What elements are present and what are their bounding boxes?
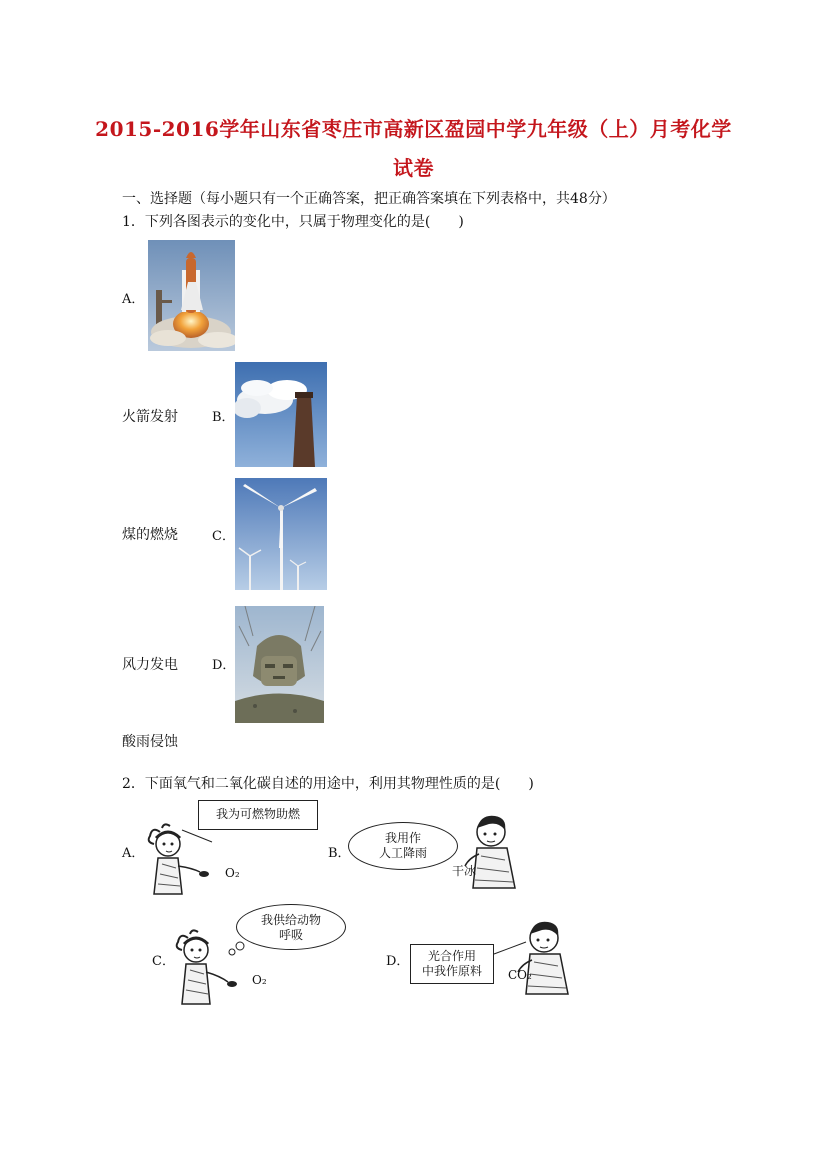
q2-option-d-bubble-line2: 中我作原料 bbox=[421, 964, 482, 978]
q2-option-d-bubble-line1: 光合作用 bbox=[427, 949, 476, 963]
q2-option-c-bubble-line2: 呼吸 bbox=[278, 928, 303, 942]
q1-option-d-letter: D． bbox=[212, 658, 236, 673]
rocket-launch-image bbox=[148, 240, 235, 351]
doc-title-line2: 试卷 bbox=[393, 156, 434, 180]
q1-option-c-letter: C． bbox=[212, 529, 235, 544]
q1-option-c-caption: 风力发电 bbox=[122, 657, 178, 673]
q1-option-b-letter: B． bbox=[212, 410, 235, 425]
q2-option-b-label: 干冰 bbox=[452, 864, 477, 878]
q2-option-c-label: O₂ bbox=[252, 973, 267, 987]
girl-character-icon-2 bbox=[170, 928, 270, 1010]
q2-option-b-bubble-line1: 我用作 bbox=[384, 831, 421, 845]
q2-option-d-letter: D． bbox=[386, 954, 410, 969]
doc-title-line1: 2015-2016学年山东省枣庄市高新区盈园中学九年级（上）月考化学 bbox=[95, 117, 732, 141]
q2-option-a-letter: A． bbox=[122, 846, 145, 861]
q2-option-b-bubble-line2: 人工降雨 bbox=[378, 846, 427, 860]
chimney-smoke-image bbox=[235, 362, 327, 467]
q2-option-a-bubble-text: 我为可燃物助燃 bbox=[215, 807, 300, 821]
question-2-stem: 2．下面氧气和二氧化碳自述的用途中，利用其物理性质的是( ) bbox=[122, 776, 534, 792]
q2-option-b-letter: B． bbox=[328, 846, 351, 861]
q1-option-b-caption: 煤的燃烧 bbox=[122, 527, 178, 543]
q2-option-c-letter: C． bbox=[152, 954, 175, 969]
q2-option-d-label: CO₂ bbox=[508, 968, 532, 982]
section-header: 一、选择题（每小题只有一个正确答案，把正确答案填在下列表格中，共48分） bbox=[122, 191, 616, 207]
q2-option-b-speech-bubble bbox=[348, 822, 458, 870]
eroded-statue-image bbox=[235, 606, 324, 723]
q2-option-c-bubble-line1: 我供给动物 bbox=[260, 913, 321, 927]
q2-option-a-label: O₂ bbox=[225, 866, 240, 880]
wind-turbine-image bbox=[235, 478, 327, 590]
boy-character-icon-2 bbox=[490, 914, 590, 998]
girl-character-icon bbox=[142, 822, 242, 902]
q1-option-a-caption: 火箭发射 bbox=[122, 409, 178, 425]
q2-option-d-speech-box bbox=[410, 944, 494, 984]
q1-option-d-caption: 酸雨侵蚀 bbox=[122, 734, 178, 750]
question-1-stem: 1．下列各图表示的变化中，只属于物理变化的是( ) bbox=[122, 214, 464, 230]
q1-option-a-letter: A． bbox=[122, 292, 145, 307]
